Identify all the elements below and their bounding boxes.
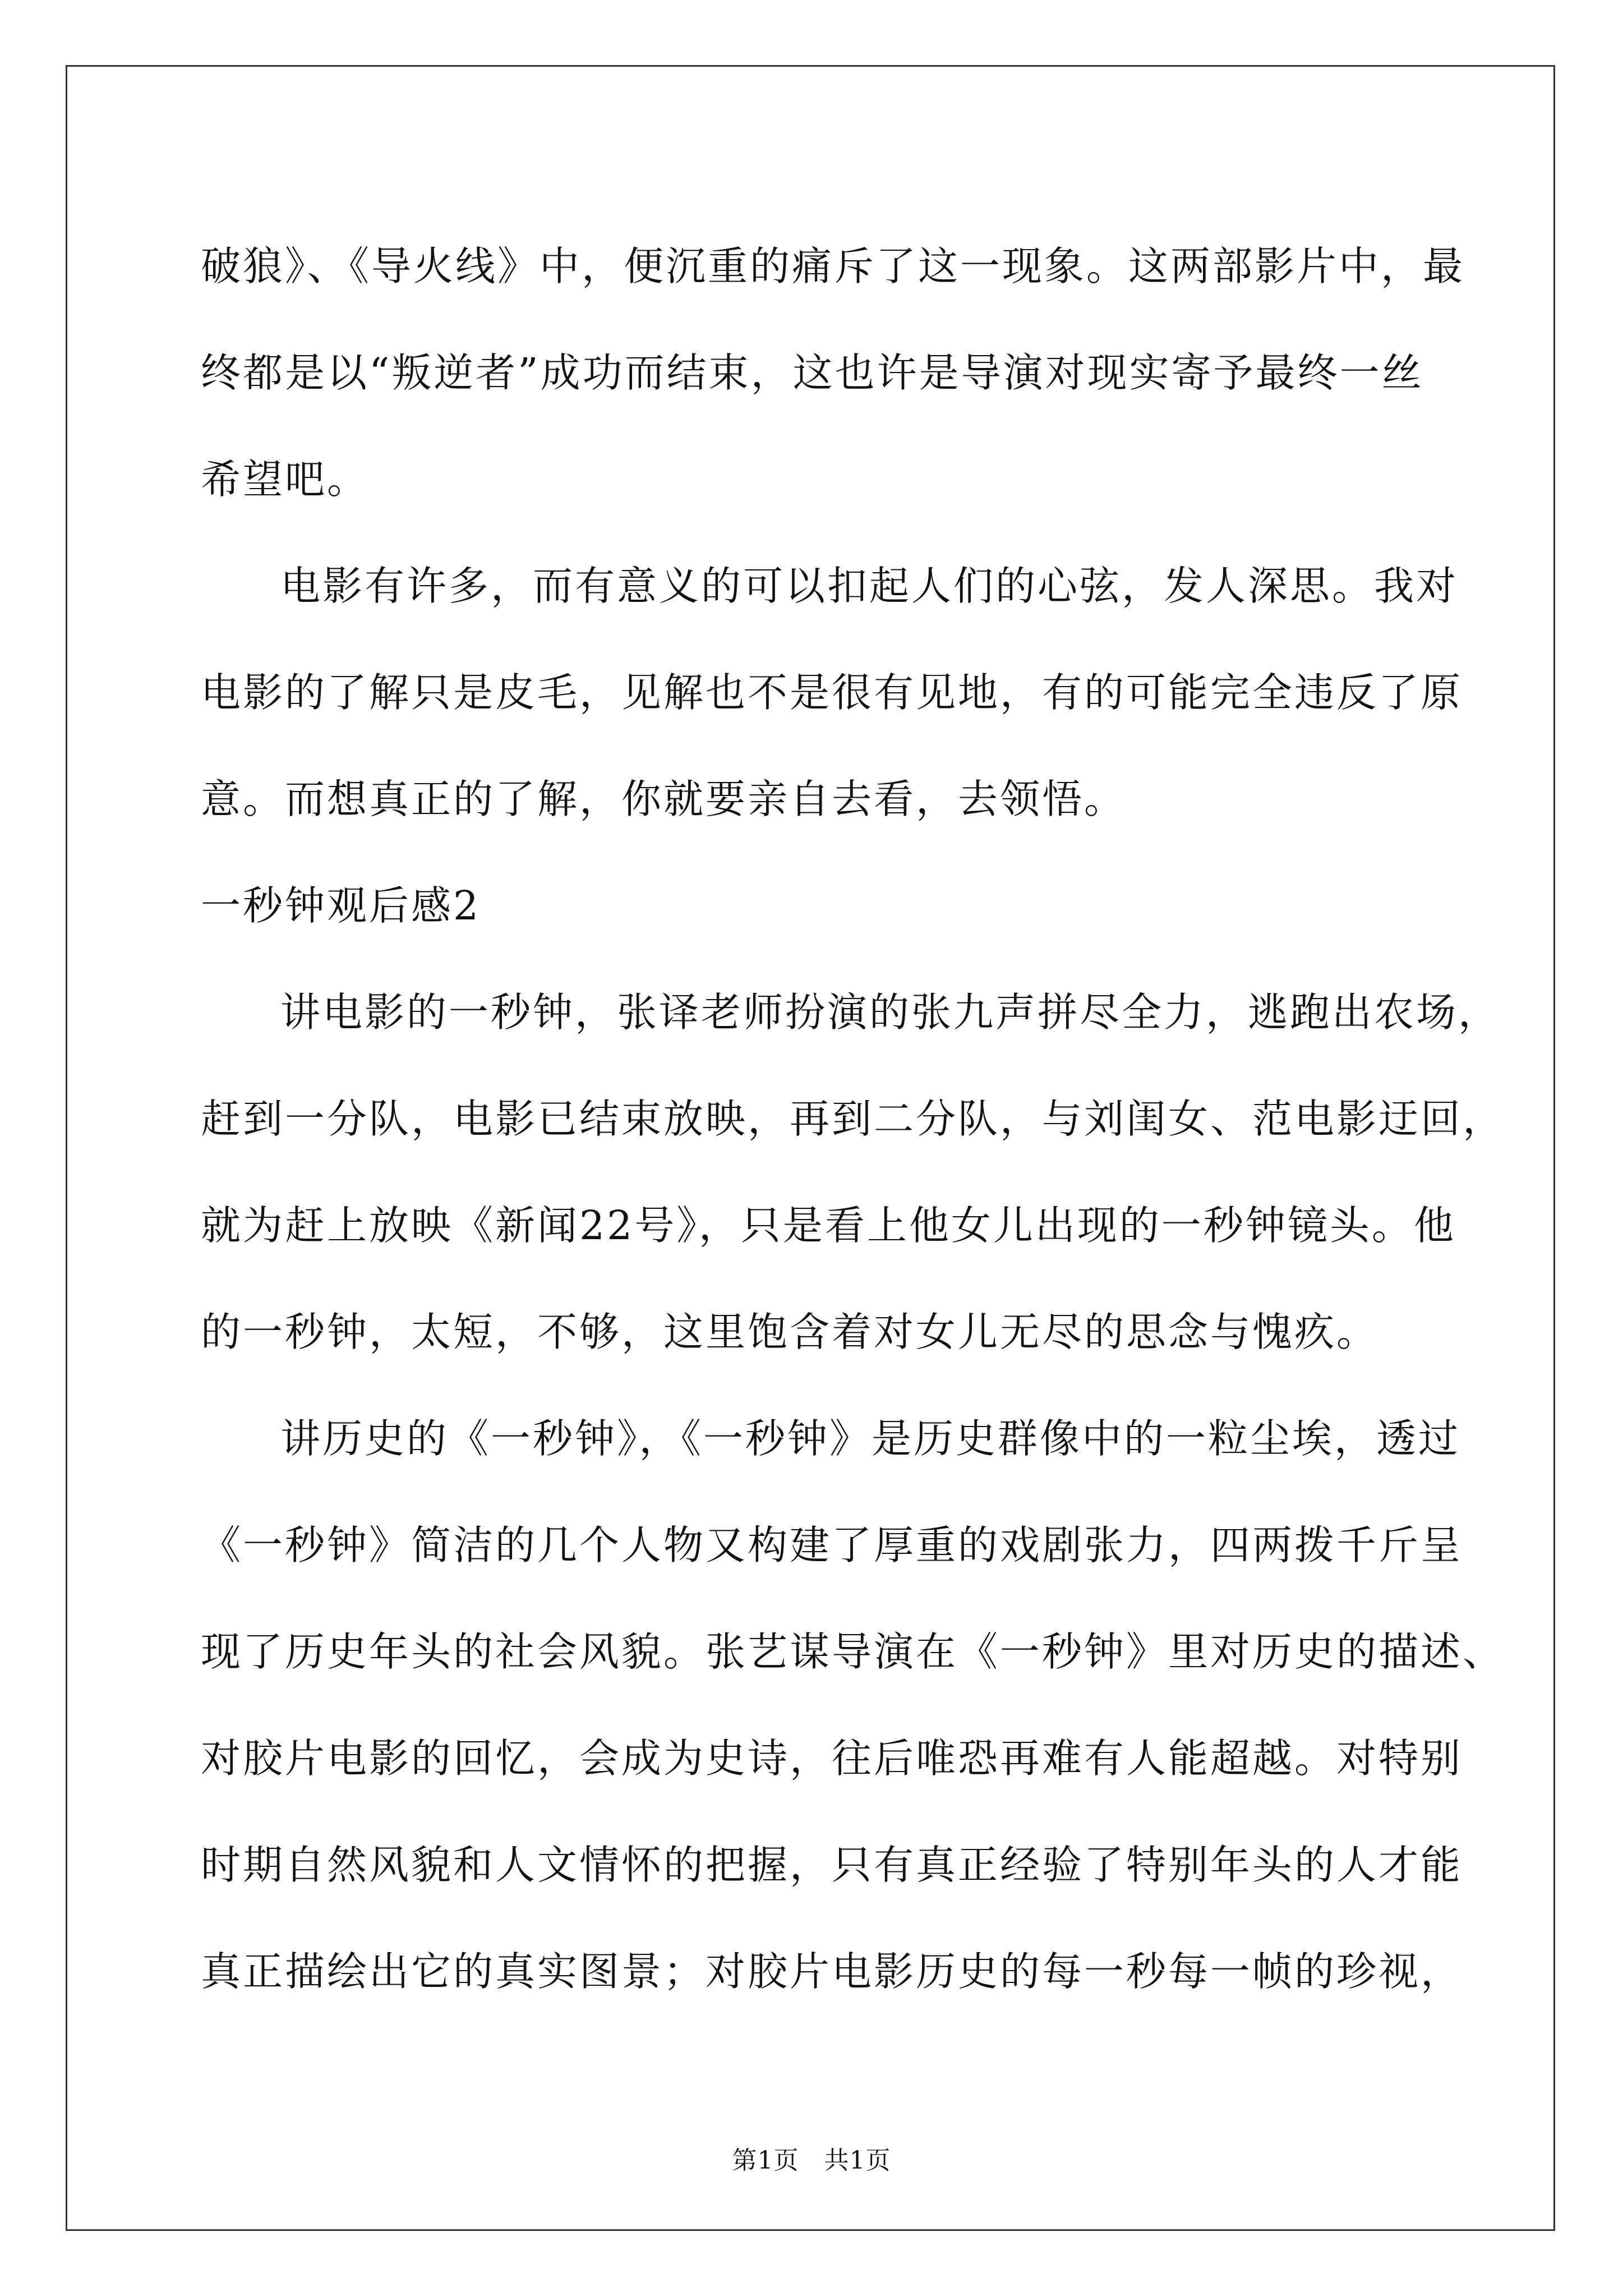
text-line: 时期自然风貌和人文情怀的把握，只有真正经验了特别年头的人才能: [201, 1842, 1463, 1888]
text-line: 对胶片电影的回忆，会成为史诗，往后唯恐再难有人能超越。对特别: [201, 1735, 1463, 1782]
text-line: 真正描绘出它的真实图景；对胶片电影历史的每一秒每一帧的珍视，: [201, 1948, 1463, 1995]
section-heading: 一秒钟观后感2: [201, 882, 481, 929]
text-line: 意。而想真正的了解，你就要亲自去看，去领悟。: [201, 776, 1127, 822]
text-line: 《一秒钟》简洁的几个人物又构建了厚重的戏剧张力，四两拨千斤呈: [201, 1522, 1463, 1568]
paragraph-start-line: 讲电影的一秒钟，张译老师扮演的张九声拼尽全力，逃跑出农场，: [280, 989, 1501, 1036]
text-line: 赶到一分队，电影已结束放映，再到二分队，与刘闺女、范电影迂回，: [201, 1096, 1505, 1142]
document-body: [201, 213, 1505, 2025]
paragraph-start-line: 讲历史的《一秒钟》，《一秒钟》是历史群像中的一粒尘埃，透过: [280, 1415, 1461, 1462]
text-line: 希望吧。: [201, 456, 370, 503]
text-line: 现了历史年头的社会风貌。张艺谋导演在《一秒钟》里对历史的描述、: [201, 1628, 1505, 1675]
text-line: 就为赶上放映《新闻22号》，只是看上他女儿出现的一秒钟镜头。他: [201, 1202, 1456, 1249]
text-line: 的一秒钟，太短，不够，这里饱含着对女儿无尽的思念与愧疚。: [201, 1309, 1379, 1355]
text-line: 终都是以“叛逆者”成功而结束，这也许是导演对现实寄予最终一丝: [201, 349, 1424, 396]
paragraph-start-line: 电影有许多，而有意义的可以扣起人们的心弦，发人深思。我对: [280, 563, 1459, 609]
text-line: 电影的了解只是皮毛，见解也不是很有见地，有的可能完全违反了原: [201, 669, 1463, 716]
text-line: 破狼》、《导火线》中，便沉重的痛斥了这一现象。这两部影片中，最: [201, 243, 1465, 289]
page-footer: 第1页 共1页: [732, 2146, 891, 2175]
